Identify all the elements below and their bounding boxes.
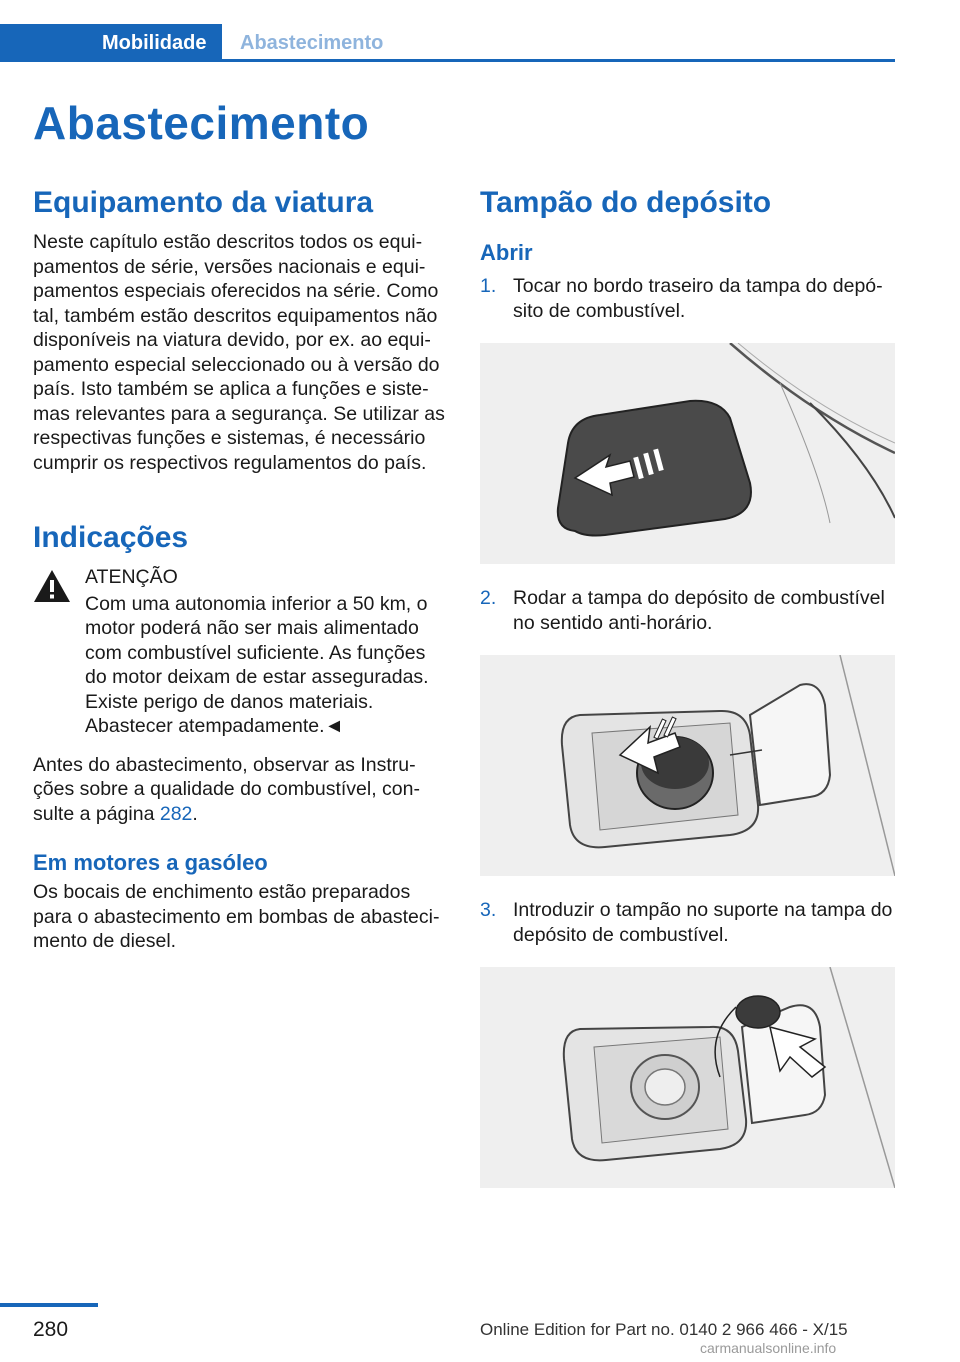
step-item [480, 586, 895, 635]
before-refuel-end: . [192, 802, 198, 825]
figure-fuel-cap-holder [480, 967, 895, 1188]
section-title-tampao: Tampão do depósito [480, 186, 772, 219]
steps-list-2 [480, 586, 895, 635]
footer-rule [0, 1303, 98, 1307]
warning-block [33, 563, 448, 739]
page-reference-link[interactable]: 282 [159, 802, 193, 825]
step-number: 3. [480, 899, 497, 921]
watermark: carmanualsonline.info [700, 1340, 837, 1356]
steps-list-3 [480, 898, 895, 947]
steps-list [480, 274, 895, 323]
step-text: Introduzir o tampão no suporte na tampa do depósito de combustível. [513, 899, 893, 946]
warning-triangle-icon [33, 569, 71, 603]
before-refuel-text: Antes do abastecimento, observar as Instruções sobre a qualidade do combustível, consulte a página [33, 753, 420, 825]
warning-text: Com uma autonomia inferior a 50 km, o motor poderá não ser mais alimentado com combustível suficiente. As funções do motor deixam de estar asseguradas. Existe perigo de danos materiais. Abastecer atempadamente.◄ [85, 592, 429, 737]
warning-label: ATENÇÃO [85, 566, 178, 588]
step-item [480, 898, 895, 947]
subsection-title-abrir: Abrir [480, 240, 533, 265]
step-item [480, 274, 895, 323]
equipamento-paragraph: Neste capítulo estão descritos todos os equipamentos de série, versões nacionais e equipamentos especiais oferecidos na série. Como tal, também estão descritos equipamentos não disponíveis na viatura devido, por ex. ao equipamento especial seleccionado ou à versão do país. Isto também se aplica a funções e sistemas relevantes para a segurança. Se utilizar as respectivas funções e sistemas, é necessário cumprir os respectivos regulamentos do país. [33, 231, 445, 474]
right-column [480, 184, 895, 1210]
step-number: 1. [480, 275, 497, 297]
subsection-title-gasoleo: Em motores a gasóleo [33, 850, 268, 875]
step-number: 2. [480, 587, 497, 609]
edition-footer: Online Edition for Part no. 0140 2 966 466 - X/15 [480, 1320, 848, 1339]
chapter-tab-mobilidade: Mobilidade [0, 24, 222, 62]
figure-fuel-flap-closed [480, 343, 895, 564]
gasoleo-paragraph: Os bocais de enchimento estão preparados para o abastecimento em bombas de abastecimento de diesel. [33, 881, 440, 952]
section-title-indicacoes: Indicações [33, 521, 189, 554]
page-header [0, 0, 895, 62]
before-refuel-paragraph [33, 753, 448, 827]
step-text: Tocar no bordo traseiro da tampa do depósito de combustível. [513, 275, 883, 322]
page-title: Abastecimento [33, 97, 370, 149]
step-text: Rodar a tampa do depósito de combustível no sentido anti-horário. [513, 587, 885, 634]
section-title-equipamento: Equipamento da viatura [33, 186, 374, 219]
section-tab-abastecimento: Abastecimento [240, 32, 384, 54]
left-column [33, 184, 448, 954]
page-number: 280 [33, 1318, 69, 1341]
figure-fuel-cap-rotate [480, 655, 895, 876]
